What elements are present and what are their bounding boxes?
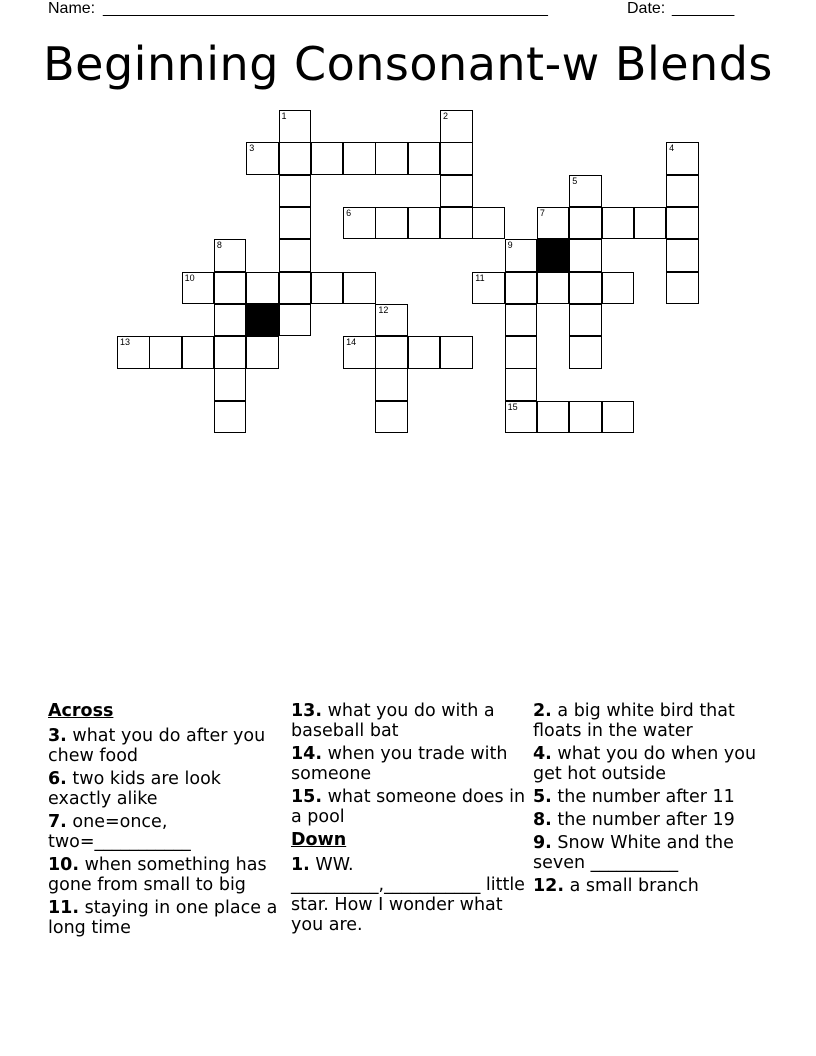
clues-column-1 bbox=[48, 701, 280, 941]
grid-cell[interactable] bbox=[279, 207, 312, 240]
crossword-grid bbox=[0, 0, 816, 460]
grid-cell[interactable] bbox=[666, 272, 699, 305]
grid-cell[interactable] bbox=[537, 401, 570, 434]
page-title: Beginning Consonant-w Blends bbox=[43, 37, 773, 91]
name-label: Name: bbox=[48, 0, 96, 17]
date-label: Date: bbox=[627, 0, 666, 17]
clue-down-2: 2. a big white bird that floats in the water bbox=[533, 701, 735, 741]
grid-cell[interactable] bbox=[375, 207, 408, 240]
grid-cell[interactable] bbox=[279, 304, 312, 337]
clue-number: 10 bbox=[184, 272, 195, 283]
grid-cell[interactable] bbox=[408, 142, 441, 175]
grid-cell[interactable] bbox=[279, 142, 312, 175]
clue-across-3: 3. what you do after you chew food bbox=[48, 726, 266, 766]
grid-cell[interactable] bbox=[666, 142, 699, 175]
grid-cell[interactable] bbox=[569, 239, 602, 272]
grid-cell[interactable] bbox=[602, 401, 635, 434]
clues-column-3 bbox=[533, 701, 773, 899]
grid-cell[interactable] bbox=[375, 304, 408, 337]
grid-cell[interactable] bbox=[214, 272, 247, 305]
clue-down-12: 12. a small branch bbox=[533, 876, 699, 896]
clue-number: 9 bbox=[507, 240, 513, 251]
black-square bbox=[246, 304, 279, 337]
clue-down-9: 9. Snow White and the seven __________ bbox=[533, 833, 734, 873]
grid-cell[interactable] bbox=[666, 239, 699, 272]
black-square bbox=[537, 239, 570, 272]
clue-number: 12 bbox=[378, 304, 389, 315]
grid-cell[interactable] bbox=[569, 207, 602, 240]
grid-cell[interactable] bbox=[505, 272, 538, 305]
grid-cell[interactable] bbox=[505, 401, 538, 434]
clue-across-10: 10. when something has gone from small to big bbox=[48, 855, 267, 895]
clue-across-13: 13. what you do with a baseball bat bbox=[291, 701, 495, 741]
grid-cell[interactable] bbox=[569, 175, 602, 208]
grid-cell[interactable] bbox=[569, 272, 602, 305]
date-blank[interactable]: _______ bbox=[672, 0, 735, 17]
grid-cell[interactable] bbox=[472, 207, 505, 240]
grid-cell[interactable] bbox=[182, 336, 215, 369]
grid-cell[interactable] bbox=[182, 272, 215, 305]
grid-cell[interactable] bbox=[279, 110, 312, 143]
clue-number: 6 bbox=[346, 207, 352, 218]
grid-cell[interactable] bbox=[537, 207, 570, 240]
clue-down-5: 5. the number after 11 bbox=[533, 787, 735, 807]
grid-cell[interactable] bbox=[505, 304, 538, 337]
grid-cell[interactable] bbox=[343, 336, 376, 369]
clue-number: 14 bbox=[346, 337, 357, 348]
grid-cell[interactable] bbox=[311, 142, 344, 175]
grid-cell[interactable] bbox=[375, 401, 408, 434]
grid-cell[interactable] bbox=[214, 239, 247, 272]
grid-cell[interactable] bbox=[569, 401, 602, 434]
clue-number: 11 bbox=[475, 272, 485, 283]
grid-cell[interactable] bbox=[214, 336, 247, 369]
grid-cell[interactable] bbox=[343, 142, 376, 175]
grid-cell[interactable] bbox=[214, 304, 247, 337]
grid-cell[interactable] bbox=[666, 207, 699, 240]
clue-number: 5 bbox=[572, 175, 578, 186]
clue-across-7: 7. one=once, two=___________ bbox=[48, 812, 191, 852]
grid-cell[interactable] bbox=[569, 304, 602, 337]
grid-cell[interactable] bbox=[666, 175, 699, 208]
grid-cell[interactable] bbox=[602, 272, 635, 305]
grid-cell[interactable] bbox=[505, 368, 538, 401]
clues-column-2 bbox=[291, 701, 527, 938]
grid-cell[interactable] bbox=[279, 175, 312, 208]
grid-cell[interactable] bbox=[634, 207, 667, 240]
grid-cell[interactable] bbox=[246, 272, 279, 305]
clue-number: 15 bbox=[507, 401, 518, 412]
clue-number: 8 bbox=[216, 240, 222, 251]
grid-cell[interactable] bbox=[537, 272, 570, 305]
clue-down-4: 4. what you do when you get hot outside bbox=[533, 744, 757, 784]
down-heading: Down bbox=[291, 830, 347, 850]
clue-number: 2 bbox=[443, 111, 449, 121]
clue-number: 4 bbox=[669, 143, 675, 154]
grid-cell[interactable] bbox=[343, 272, 376, 305]
name-blank[interactable]: __________________________________________________ bbox=[103, 0, 548, 17]
clue-number: 3 bbox=[249, 143, 255, 154]
across-heading: Across bbox=[48, 701, 114, 721]
grid-cell[interactable] bbox=[246, 336, 279, 369]
grid-cell[interactable] bbox=[375, 336, 408, 369]
grid-cell[interactable] bbox=[472, 272, 505, 305]
grid-cell[interactable] bbox=[343, 207, 376, 240]
clue-down-1: 1. WW. __________,___________ little star. How I wonder what you are. bbox=[291, 855, 525, 935]
grid-cell[interactable] bbox=[214, 368, 247, 401]
grid-cell[interactable] bbox=[440, 207, 473, 240]
grid-cell[interactable] bbox=[279, 272, 312, 305]
clue-number: 7 bbox=[539, 207, 545, 218]
grid-cell[interactable] bbox=[440, 110, 473, 143]
clue-across-6: 6. two kids are look exactly alike bbox=[48, 769, 221, 809]
grid-cell[interactable] bbox=[505, 239, 538, 272]
clue-across-11: 11. staying in one place a long time bbox=[48, 898, 278, 938]
clue-across-14: 14. when you trade with someone bbox=[291, 744, 508, 784]
clue-down-8: 8. the number after 19 bbox=[533, 810, 735, 830]
grid-cell[interactable] bbox=[311, 272, 344, 305]
clue-number: 13 bbox=[120, 337, 131, 348]
grid-cell[interactable] bbox=[375, 142, 408, 175]
grid-cell[interactable] bbox=[408, 336, 441, 369]
grid-cell[interactable] bbox=[440, 336, 473, 369]
grid-cell[interactable] bbox=[149, 336, 182, 369]
grid-cell[interactable] bbox=[440, 142, 473, 175]
clue-across-15: 15. what someone does in a pool bbox=[291, 787, 526, 827]
grid-cell[interactable] bbox=[569, 336, 602, 369]
grid-cell[interactable] bbox=[408, 207, 441, 240]
grid-cell[interactable] bbox=[214, 401, 247, 434]
grid-cell[interactable] bbox=[375, 368, 408, 401]
clue-number: 1 bbox=[281, 111, 287, 121]
grid-cell[interactable] bbox=[505, 336, 538, 369]
grid-cell[interactable] bbox=[602, 207, 635, 240]
grid-cell[interactable] bbox=[440, 175, 473, 208]
grid-cell[interactable] bbox=[117, 336, 150, 369]
grid-cell[interactable] bbox=[246, 142, 279, 175]
grid-cell[interactable] bbox=[279, 239, 312, 272]
